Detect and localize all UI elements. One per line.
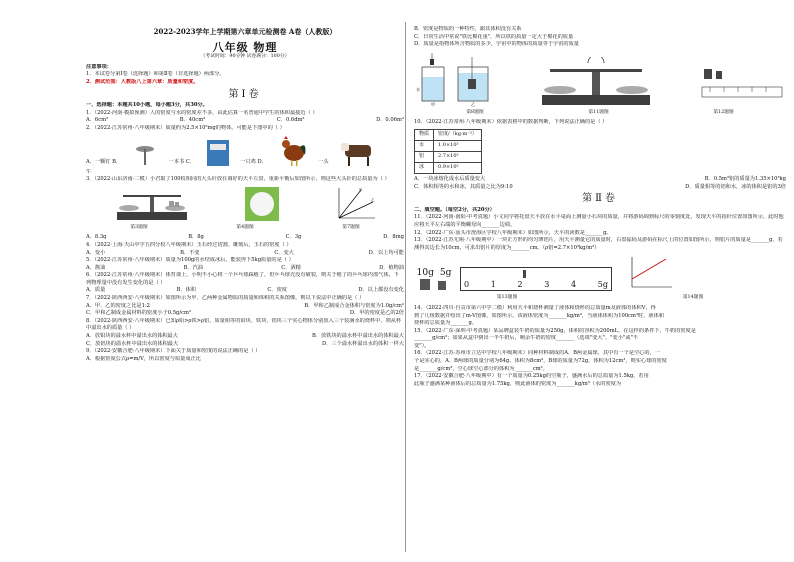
table-cell: 冰 bbox=[415, 162, 434, 173]
q6-option-b: B．体积 bbox=[176, 287, 197, 294]
q6-option-d: D．以上都没有变化 bbox=[358, 287, 404, 294]
q9-option-a: A．根据密度公式ρ=m/V，所以密度与质量成正比 bbox=[86, 355, 201, 362]
q6-stem: 6．（2022·江苏常州·八年级期末）体育课上，小明不小心将一个乒乓球踩瘪了，但乒乓球壳没有破裂，则关于瘪了的乒乓球内部气体，下列物理量中没有发生变化的是（ ） bbox=[86, 272, 399, 286]
q10-option-a: A．一块冰熔化成水后质量变大 bbox=[414, 175, 486, 182]
ruler-tick-label: 2 bbox=[517, 279, 523, 289]
q8-option-a: A．放铅块的溢水杯中溢出水的体积最大 bbox=[86, 333, 178, 340]
exam-info: （考试时间：90分钟 试卷满分：100分） bbox=[200, 54, 290, 60]
q16-line2: 个是实心的，A、B两球的质量分别为64g、体积为8cm³，B球的质量为72g，体积为12cm³，则实心球的密度 bbox=[414, 358, 667, 365]
q7-option-b: B．甲和乙制成合金体积与密度为1.0g/cm³ bbox=[304, 302, 404, 309]
q14-graph bbox=[626, 255, 674, 291]
cow-image bbox=[339, 137, 379, 167]
right-column bbox=[414, 26, 786, 388]
caption-fig13: 第13题图 bbox=[496, 295, 518, 301]
q15-line3: 变"）。 bbox=[414, 342, 430, 349]
q5-option-c: C．酒精 bbox=[281, 264, 301, 271]
book-image bbox=[206, 139, 230, 167]
ruler-rider bbox=[523, 270, 526, 278]
table-cell: 铝 bbox=[415, 151, 434, 162]
q3-captions bbox=[86, 224, 404, 232]
pingpong-image bbox=[244, 186, 280, 222]
balance-image-large bbox=[536, 57, 656, 107]
q14-line2: 到了几组数据并绘出了m-V图像，如图所示。该液体密度为_______kg/m³，当液体体积为100cm³时，液体和 bbox=[414, 312, 664, 319]
q7-option-c: C．甲和乙制成金属材料的密度小于0.5g/cm³ bbox=[86, 310, 192, 317]
m-v-graph bbox=[333, 186, 377, 222]
q3-option-b: B．8g bbox=[188, 234, 204, 241]
ruler-tick-label: 0 bbox=[464, 279, 470, 289]
q3-options bbox=[86, 234, 404, 242]
q14-line1: 14．（2022·四川·自贡市第六中学二模）利用天平和烧杯测量了液体和烧杯的总质量m及液体的体积V，得 bbox=[414, 304, 656, 311]
svg-text:甲: 甲 bbox=[359, 187, 363, 192]
weight-10g-label: 10g bbox=[416, 267, 434, 278]
q10-options-row1 bbox=[414, 176, 786, 184]
q15-line1: 15．（2022·广东·深圳·中考真题）某品牌盒装牛奶的质量为250g，体积的容积为200mL，在这样的条件下，牛奶的密度是 bbox=[414, 327, 696, 334]
q8-options-row1 bbox=[86, 333, 404, 341]
q2-tail: 牛 bbox=[86, 168, 92, 175]
ruler-tick-label: 1 bbox=[490, 279, 496, 289]
caption-fig14: 第14题图 bbox=[682, 295, 704, 301]
q13-text: 13．（2022·江苏无锡·八年级期中）一块正方形的均匀薄铝片，用天平测量它的质量时，右盘砝码及游码在标尺上的位置如图所示，则铝片的质量是_______g，若测得其边长为10cm，可求出铝片的厚度为_______cm。（ρ铝=2.7×10³kg/m³） bbox=[414, 237, 783, 251]
table-header-density: 密度/（kg·m⁻³） bbox=[434, 129, 482, 140]
q8-option-b: B．放铁块的溢水杯中溢出水的体积最大 bbox=[312, 333, 404, 340]
q4-options bbox=[86, 250, 404, 258]
table-header-row bbox=[415, 129, 482, 140]
q17-line2: 此瓶子盛满某种液体后的总质量为1.75kg，则此液体的密度为_______kg/m³（水的密度为 bbox=[414, 380, 622, 387]
q2-option-a: A．一颗钉 B． bbox=[86, 158, 122, 165]
q8-stem: 8．（2022·陕西西安·八年级期末）已知ρ铅>ρ铁>ρ铝，质量相等的铅块、铁块、铝块三个实心物体分别放入三个装满水的烧杯中，则从杯中溢出水的质量（ ） bbox=[86, 317, 402, 332]
q7-option-a: A．甲、乙的密度之比是1:2 bbox=[86, 302, 150, 309]
column-divider bbox=[405, 22, 406, 552]
part2-title: 第Ⅱ卷 bbox=[582, 193, 618, 205]
q2-images bbox=[86, 135, 404, 167]
beakers-image bbox=[414, 53, 494, 107]
q6-option-c: C．密度 bbox=[267, 287, 287, 294]
q7-option-d: D．甲的密度是乙的2倍 bbox=[349, 310, 404, 317]
q2-stem: 2．（2022·江苏常州·八年级期末）质量约为2.5×10⁵mg的物体，可能是下图中的（ ） bbox=[86, 124, 285, 131]
notes-item-2: 2．测试范围：人教版八上第六章：质量和密度。 bbox=[86, 78, 199, 85]
caption-fig11: 第11题图 bbox=[588, 109, 609, 115]
top-figures bbox=[414, 53, 786, 107]
q5-option-d: D．植物油 bbox=[379, 264, 404, 271]
balance-image bbox=[113, 186, 191, 222]
left-column bbox=[86, 26, 404, 363]
caption-fig8: 第8题图 bbox=[466, 109, 484, 115]
q2-option-b: 一本书 C． bbox=[168, 158, 195, 165]
beaker-label-yi: 乙 bbox=[471, 101, 475, 107]
caption-fig3: 第3题图 bbox=[130, 224, 148, 230]
q4-option-b: B．不变 bbox=[180, 249, 200, 256]
caption-fig7: 第7题图 bbox=[342, 224, 360, 230]
q13-figures bbox=[414, 255, 786, 291]
q9-option-c: C．日常生活中常说"铁比棉花重"，所以铁的质量一定大于棉花的质量 bbox=[414, 33, 574, 40]
ruler bbox=[460, 267, 612, 291]
weight-5g-label: 5g bbox=[439, 267, 452, 278]
q16-line3: 是_______g/cm³，空心球空心部分的体积为_______cm³。 bbox=[414, 365, 548, 372]
table-row bbox=[415, 140, 482, 151]
weights-and-ruler-image bbox=[698, 57, 786, 107]
beaker-label-water: 水 bbox=[416, 86, 420, 92]
q3-option-d: D．8mg bbox=[383, 234, 404, 241]
notes-title: 注意事项： bbox=[86, 63, 112, 70]
weights-icon bbox=[414, 277, 454, 291]
q15-line2: _______g/cm³；如果从盒中倒出一半牛奶后，剩余牛奶的密度_______（选填"变大"、"变小"或"不 bbox=[414, 335, 639, 342]
fill-heading: 二、填空题。（每空2分，共20分） bbox=[414, 206, 495, 213]
q10-options-row2 bbox=[414, 184, 786, 192]
ruler-tick-label: 4 bbox=[571, 279, 577, 289]
q10-option-c: C．体积相等的水和冰，其质量之比为9:10 bbox=[414, 183, 513, 190]
table-cell: 1.0×10³ bbox=[434, 140, 482, 151]
table-cell: 水 bbox=[415, 140, 434, 151]
q1-option-b: B．40cm³ bbox=[179, 117, 206, 124]
q8-options-row2 bbox=[86, 341, 404, 349]
q1-options bbox=[86, 117, 404, 125]
density-table bbox=[414, 129, 482, 174]
q14-line3: 烧杯的总质量为_______g。 bbox=[414, 320, 477, 327]
q6-options bbox=[86, 287, 404, 295]
q5-options bbox=[86, 265, 404, 273]
caption-fig4: 第4题图 bbox=[236, 224, 254, 230]
ruler-tick-label: 5g bbox=[597, 279, 608, 289]
table-cell: 2.7×10³ bbox=[434, 151, 482, 162]
q8-option-d: D．三个溢水杯溢出水的体积一样大 bbox=[322, 340, 404, 347]
weights-group bbox=[414, 267, 454, 292]
q16-line1: 16．（2022·江苏·苏州市立达中学校八年级期末）同种材料制成的A、B两金属球，其中有一个是空心的，一 bbox=[414, 350, 660, 357]
q10-option-b: B．0.5m³铝的质量为1.35×10³kg bbox=[704, 175, 786, 182]
part1-title: 第Ⅰ卷 bbox=[228, 88, 262, 100]
section1-heading: 一、选择题：本题共10小题，每小题3分，共30分。 bbox=[86, 102, 208, 109]
q5-stem: 5．（2022·江苏常州·八年级期末）质量为100g的水结成冰后，能装得下5kg质量的是（ ） bbox=[86, 257, 294, 264]
q6-option-a: A．质量 bbox=[86, 287, 106, 294]
q4-option-a: A．变小 bbox=[86, 249, 106, 256]
q3-option-c: C．3g bbox=[285, 234, 302, 241]
q1-option-a: A．6cm³ bbox=[86, 117, 109, 124]
q7-stem: 7．（2022·陕西西安·八年级期末）如图所示为甲、乙两种金属物质的质量和体积的关系图像，则以下说法中正确的是（ ） bbox=[86, 295, 365, 302]
table-row bbox=[415, 151, 482, 162]
table-header-substance: 物质 bbox=[415, 129, 434, 140]
mid-captions bbox=[414, 294, 786, 302]
chicken-image bbox=[278, 135, 308, 167]
q4-option-d: D．以上均可能 bbox=[368, 249, 404, 256]
q5-option-a: A．酱油 bbox=[86, 264, 106, 271]
q2-option-c: 一只鸡 D． bbox=[240, 158, 267, 165]
q5-option-b: B．汽油 bbox=[183, 264, 203, 271]
q1-option-c: C．0.6dm³ bbox=[276, 117, 305, 124]
q4-option-c: C．变大 bbox=[274, 249, 294, 256]
exam-title: 2022-2023学年上学期第六章单元检测卷 A卷（人教版） bbox=[153, 27, 337, 36]
beaker-label-jia: 甲 bbox=[431, 101, 435, 107]
svg-text:乙: 乙 bbox=[371, 197, 375, 202]
grade-subject: 八年级 物理 bbox=[212, 40, 278, 54]
q2-option-d: 一头 bbox=[318, 158, 329, 165]
table-cell: 0.9×10³ bbox=[434, 162, 482, 173]
nail-image bbox=[132, 141, 158, 167]
q10-stem: 10．（2022·江苏常州·八年级期末）依据表格中的数据判断，下列说法正确的是（ ） bbox=[414, 119, 608, 126]
q4-stem: 4．（2022·上海·天山中学五四分校八年级期末）玉石经过切割、雕刻后，玉石的密度（ ） bbox=[86, 241, 292, 248]
table-row bbox=[415, 162, 482, 173]
q17-line1: 17．（2022·安徽合肥·八年级期中）有一个质量为0.25kg的空瓶子，盛满水后的总质量为1.5kg，若用 bbox=[414, 373, 649, 380]
q9-option-d: D．质量是指物体所含物质的多少，宇宙中的物体的质量等于宇宙的质量 bbox=[414, 41, 579, 48]
q10-option-d: D．质量相等的铝和水，冰的体积是铝的3倍 bbox=[685, 183, 786, 190]
notes-item-1: 1．本试卷分第Ⅰ卷（选择题）和第Ⅱ卷（非选择题）两部分。 bbox=[86, 71, 225, 78]
q3-stem-1: 3．（2022·山东济南·二模）小君取了100枚相同的大头针放在调好的天平左盘，重新平衡后如图所示，则这些大头针的总质量为（ ） bbox=[86, 176, 390, 183]
q3-option-a: A．8.3g bbox=[86, 234, 107, 241]
q1-option-d: D．0.06m³ bbox=[376, 117, 404, 124]
q9-option-b: B．密度是物质的一种特性，跟其体积没有关系 bbox=[414, 26, 522, 32]
top-captions bbox=[414, 109, 786, 117]
q8-option-c: C．放铝块的溢水杯中溢出水的体积最大 bbox=[86, 340, 179, 347]
q9-stem: 9．（2022·安徽合肥·八年级期末）下面关于质量和密度的说法正确的是（ ） bbox=[86, 348, 261, 355]
q3-figures bbox=[86, 186, 404, 222]
q7-options-row2 bbox=[86, 310, 404, 318]
q12-text: 12．（2022·广东·汕头市澄海区学校八年级期末）如图所示，天平的读数是_______g。 bbox=[414, 229, 612, 236]
q1-stem: 1．（2022·河南·模拟预测）人的密度与水的密度差不多，由此估算一名普通中学生的体积最接近（ ） bbox=[86, 109, 318, 116]
q11-text: 11．（2022·河南·南阳·中考真题）小文同学将托盘天平放在水平桌面上测量小石块的质量，并将游码调到标尺的零刻度处，发现天平的指针位置如图所示，此时他应将天平左右端的平衡螺母向_______边调。 bbox=[414, 214, 784, 228]
caption-fig12: 第12题图 bbox=[713, 109, 734, 115]
ruler-tick-label: 3 bbox=[544, 279, 550, 289]
